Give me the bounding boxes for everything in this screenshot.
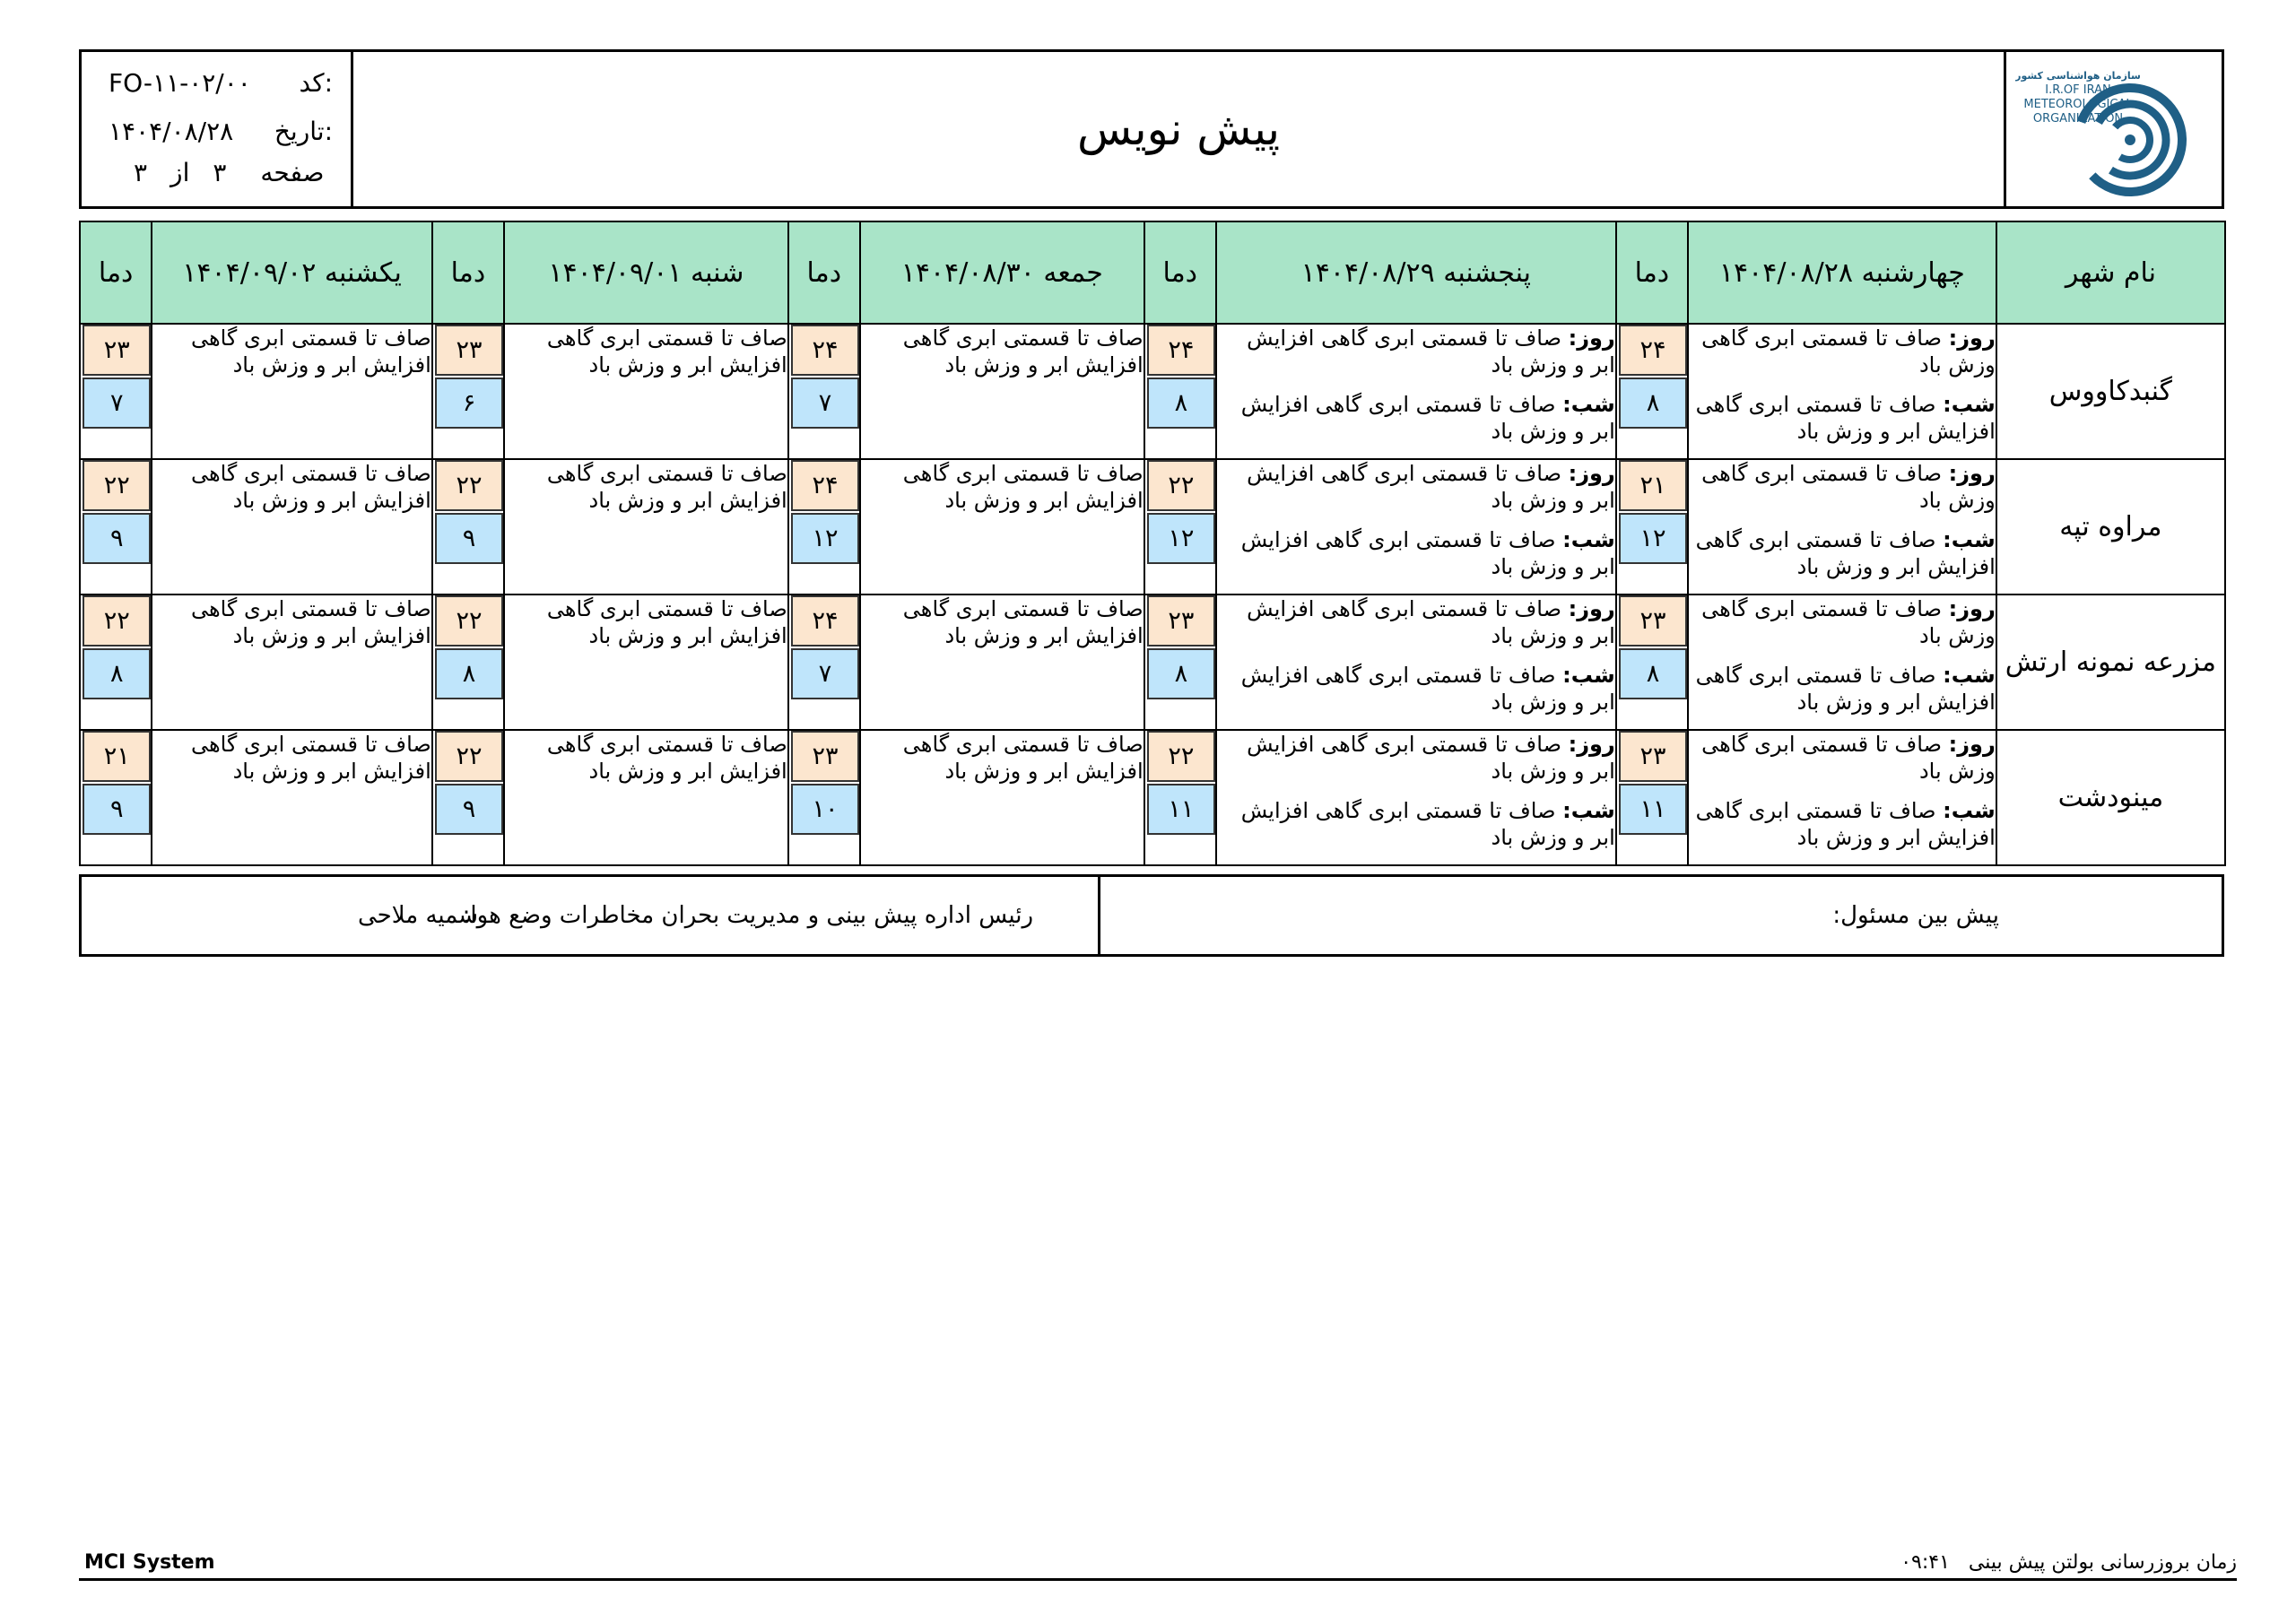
night-description: صاف تا قسمتی ابری گاهی افزایش ابر و وزش باد [1695, 527, 1996, 579]
min-temp: ۱۱ [1619, 784, 1687, 835]
min-temp: ۱۲ [791, 513, 859, 564]
max-temp: ۲۴ [791, 460, 859, 511]
min-temp: ۸ [1619, 648, 1687, 699]
temperature-cell [432, 459, 504, 595]
night-description: صاف تا قسمتی ابری گاهی افزایش ابر و وزش باد [1240, 663, 1615, 715]
temp-header-5: دما [80, 221, 152, 324]
night-description: صاف تا قسمتی ابری گاهی افزایش ابر و وزش باد [1240, 392, 1615, 444]
min-temp: ۶ [435, 378, 503, 429]
max-temp: ۲۴ [1619, 325, 1687, 376]
temperature-cell [80, 324, 152, 459]
forecaster-label: پیش بین مسئول: [1832, 902, 1999, 929]
forecaster-signature [1100, 877, 2222, 954]
night-label: شب: [1943, 527, 1996, 552]
update-label: زمان بروزرسانی بولتن پیش بینی [1968, 1551, 2237, 1574]
forecast-description: صاف تا قسمتی ابری گاهی افزایش ابر و وزش باد [902, 596, 1144, 648]
max-temp: ۲۲ [435, 460, 503, 511]
min-temp: ۷ [791, 378, 859, 429]
page-row [109, 154, 333, 190]
night-description: صاف تا قسمتی ابری گاهی افزایش ابر و وزش باد [1695, 392, 1996, 444]
forecast-cell [152, 595, 432, 730]
min-temp: ۱۱ [1147, 784, 1215, 835]
date-label: تاریخ: [274, 116, 333, 146]
forecast-cell [504, 730, 788, 865]
max-temp: ۲۴ [791, 595, 859, 647]
table-row [80, 459, 2225, 595]
logo-en-text-3: ORGANIZATION [2032, 112, 2124, 126]
night-forecast [1689, 662, 1996, 716]
min-temp: ۸ [1147, 378, 1215, 429]
max-temp: ۲۳ [435, 325, 503, 376]
day-label: روز: [1948, 461, 1996, 486]
page-current: ۳ [213, 157, 227, 187]
temperature-cell [1144, 595, 1216, 730]
day-header-4: شنبه ۱۴۰۴/۰۹/۰۱ [504, 221, 788, 324]
logo-en-text-2: METEOROLOGICAL [2023, 98, 2133, 111]
forecast-cell [504, 595, 788, 730]
forecast-cell [1216, 730, 1616, 865]
max-temp: ۲۳ [1147, 595, 1215, 647]
day-label: روز: [1568, 596, 1615, 621]
forecast-cell [860, 324, 1144, 459]
page-title: پیش نویس [1076, 103, 1281, 155]
system-name: MCI System [84, 1551, 215, 1574]
table-row [80, 730, 2225, 865]
day-header-2: پنجشنبه ۱۴۰۴/۰۸/۲۹ [1216, 221, 1616, 324]
temperature-cell [80, 459, 152, 595]
max-temp: ۲۳ [1619, 595, 1687, 647]
day-forecast [1689, 731, 1996, 785]
day-header-3: جمعه ۱۴۰۴/۰۸/۳۰ [860, 221, 1144, 324]
night-label: شب: [1562, 663, 1615, 688]
code-label: کد: [299, 67, 333, 98]
temperature-cell [1616, 730, 1688, 865]
page-label: صفحه [260, 157, 325, 187]
forecast-description: صاف تا قسمتی ابری گاهی افزایش ابر و وزش باد [546, 325, 787, 378]
forecast-description: صاف تا قسمتی ابری گاهی افزایش ابر و وزش باد [902, 325, 1144, 378]
forecast-cell [1688, 730, 1996, 865]
temperature-cell [788, 324, 860, 459]
max-temp: ۲۳ [83, 325, 151, 376]
city-name: مینودشت [1996, 730, 2225, 865]
head-name: سمیه ملاحی [358, 902, 479, 929]
forecast-cell [152, 324, 432, 459]
forecast-cell [1216, 324, 1616, 459]
table-row [80, 324, 2225, 459]
night-forecast [1689, 797, 1996, 851]
max-temp: ۲۲ [83, 460, 151, 511]
forecast-cell [1688, 459, 1996, 595]
day-forecast [1217, 731, 1615, 785]
day-forecast [1217, 460, 1615, 514]
forecast-cell [1216, 595, 1616, 730]
code-value: FO-۱۱-۰۲/۰۰ [109, 67, 251, 98]
document-meta [82, 52, 353, 206]
day-description: صاف تا قسمتی ابری گاهی افزایش ابر و وزش باد [1247, 461, 1615, 513]
day-forecast [1689, 595, 1996, 649]
min-temp: ۷ [83, 378, 151, 429]
night-forecast [1217, 391, 1615, 445]
max-temp: ۲۲ [1147, 460, 1215, 511]
forecast-description: صاف تا قسمتی ابری گاهی افزایش ابر و وزش باد [190, 596, 431, 648]
min-temp: ۱۲ [1147, 513, 1215, 564]
night-description: صاف تا قسمتی ابری گاهی افزایش ابر و وزش باد [1240, 798, 1615, 850]
city-name: گنبدکاووس [1996, 324, 2225, 459]
temperature-cell [1616, 459, 1688, 595]
day-description: صاف تا قسمتی ابری گاهی وزش باد [1701, 325, 1996, 378]
max-temp: ۲۴ [791, 325, 859, 376]
day-header-1: چهارشنبه ۱۴۰۴/۰۸/۲۸ [1688, 221, 1996, 324]
day-label: روز: [1948, 596, 1996, 621]
min-temp: ۹ [435, 784, 503, 835]
temperature-cell [788, 459, 860, 595]
night-label: شب: [1943, 798, 1996, 823]
night-forecast [1217, 662, 1615, 716]
night-forecast [1217, 526, 1615, 580]
day-description: صاف تا قسمتی ابری گاهی وزش باد [1701, 461, 1996, 513]
forecast-cell [152, 459, 432, 595]
signature-box [79, 874, 2224, 957]
night-label: شب: [1562, 798, 1615, 823]
max-temp: ۲۲ [435, 595, 503, 647]
page-footer [79, 1551, 2237, 1581]
forecast-description: صاف تا قسمتی ابری گاهی افزایش ابر و وزش باد [902, 732, 1144, 784]
day-forecast [1217, 325, 1615, 378]
day-label: روز: [1568, 732, 1615, 757]
day-forecast [1689, 325, 1996, 378]
max-temp: ۲۱ [83, 731, 151, 782]
day-forecast [1689, 460, 1996, 514]
min-temp: ۸ [435, 648, 503, 699]
day-description: صاف تا قسمتی ابری گاهی افزایش ابر و وزش باد [1247, 732, 1615, 784]
forecast-cell [860, 459, 1144, 595]
forecast-cell [860, 730, 1144, 865]
forecast-cell [504, 459, 788, 595]
document-header [79, 49, 2224, 209]
forecast-cell [152, 730, 432, 865]
day-description: صاف تا قسمتی ابری گاهی افزایش ابر و وزش باد [1247, 596, 1615, 648]
table-row [80, 595, 2225, 730]
min-temp: ۹ [83, 513, 151, 564]
min-temp: ۷ [791, 648, 859, 699]
night-forecast [1689, 391, 1996, 445]
forecast-description: صاف تا قسمتی ابری گاهی افزایش ابر و وزش باد [546, 461, 787, 513]
date-value: ۱۴۰۴/۰۸/۲۸ [109, 116, 234, 146]
night-description: صاف تا قسمتی ابری گاهی افزایش ابر و وزش باد [1695, 798, 1996, 850]
day-label: روز: [1948, 732, 1996, 757]
temperature-cell [788, 595, 860, 730]
temperature-cell [1616, 595, 1688, 730]
temperature-cell [1144, 730, 1216, 865]
city-name: مراوه تپه [1996, 459, 2225, 595]
forecast-description: صاف تا قسمتی ابری گاهی افزایش ابر و وزش باد [546, 596, 787, 648]
day-description: صاف تا قسمتی ابری گاهی وزش باد [1701, 732, 1996, 784]
forecast-cell [504, 324, 788, 459]
max-temp: ۲۱ [1619, 460, 1687, 511]
temp-header-2: دما [1144, 221, 1216, 324]
min-temp: ۸ [1147, 648, 1215, 699]
forecast-table [79, 221, 2226, 866]
city-column-header: نام شهر [1996, 221, 2225, 324]
day-forecast [1217, 595, 1615, 649]
logo-fa-text: سازمان هواشناسی کشور [2015, 70, 2141, 82]
min-temp: ۱۰ [791, 784, 859, 835]
min-temp: ۸ [83, 648, 151, 699]
temperature-cell [788, 730, 860, 865]
forecast-description: صاف تا قسمتی ابری گاهی افزایش ابر و وزش باد [546, 732, 787, 784]
forecast-cell [1688, 324, 1996, 459]
night-forecast [1217, 797, 1615, 851]
min-temp: ۹ [435, 513, 503, 564]
night-label: شب: [1562, 527, 1615, 552]
day-header-5: یکشنبه ۱۴۰۴/۰۹/۰۲ [152, 221, 432, 324]
logo-emblem-icon [2015, 57, 2213, 201]
forecast-description: صاف تا قسمتی ابری گاهی افزایش ابر و وزش باد [190, 732, 431, 784]
max-temp: ۲۲ [435, 731, 503, 782]
page-total: ۳ [134, 157, 148, 187]
min-temp: ۹ [83, 784, 151, 835]
date-row [109, 113, 333, 149]
max-temp: ۲۲ [83, 595, 151, 647]
max-temp: ۲۳ [791, 731, 859, 782]
night-description: صاف تا قسمتی ابری گاهی افزایش ابر و وزش باد [1695, 663, 1996, 715]
code-row [109, 65, 333, 100]
organization-logo [2004, 52, 2222, 206]
night-label: شب: [1943, 392, 1996, 417]
day-label: روز: [1568, 325, 1615, 351]
day-label: روز: [1948, 325, 1996, 351]
min-temp: ۱۲ [1619, 513, 1687, 564]
min-temp: ۸ [1619, 378, 1687, 429]
temperature-cell [432, 324, 504, 459]
update-info [1900, 1551, 2237, 1574]
head-signature [82, 877, 1100, 954]
temperature-cell [1144, 324, 1216, 459]
table-header-row [80, 221, 2225, 324]
temperature-cell [80, 595, 152, 730]
day-description: صاف تا قسمتی ابری گاهی افزایش ابر و وزش باد [1247, 325, 1615, 378]
temperature-cell [1616, 324, 1688, 459]
temp-header-4: دما [432, 221, 504, 324]
forecast-description: صاف تا قسمتی ابری گاهی افزایش ابر و وزش باد [190, 461, 431, 513]
city-name: مزرعه نمونه ارتش [1996, 595, 2225, 730]
page-of: از [170, 157, 190, 187]
forecast-cell [1216, 459, 1616, 595]
forecast-cell [1688, 595, 1996, 730]
temperature-cell [432, 595, 504, 730]
forecast-cell [860, 595, 1144, 730]
logo-en-text-1: I.R.OF IRAN [2045, 83, 2111, 97]
day-description: صاف تا قسمتی ابری گاهی وزش باد [1701, 596, 1996, 648]
day-label: روز: [1568, 461, 1615, 486]
night-label: شب: [1562, 392, 1615, 417]
forecast-description: صاف تا قسمتی ابری گاهی افزایش ابر و وزش باد [902, 461, 1144, 513]
temperature-cell [80, 730, 152, 865]
night-description: صاف تا قسمتی ابری گاهی افزایش ابر و وزش باد [1240, 527, 1615, 579]
temperature-cell [1144, 459, 1216, 595]
night-forecast [1689, 526, 1996, 580]
max-temp: ۲۲ [1147, 731, 1215, 782]
temp-header-3: دما [788, 221, 860, 324]
temp-header-1: دما [1616, 221, 1688, 324]
forecast-description: صاف تا قسمتی ابری گاهی افزایش ابر و وزش باد [190, 325, 431, 378]
max-temp: ۲۳ [1619, 731, 1687, 782]
max-temp: ۲۴ [1147, 325, 1215, 376]
night-label: شب: [1943, 663, 1996, 688]
update-time: ۰۹:۴۱ [1900, 1551, 1950, 1574]
head-title: رئیس اداره پیش بینی و مدیریت بحران مخاطرات وضع هوا: [462, 902, 1033, 929]
temperature-cell [432, 730, 504, 865]
